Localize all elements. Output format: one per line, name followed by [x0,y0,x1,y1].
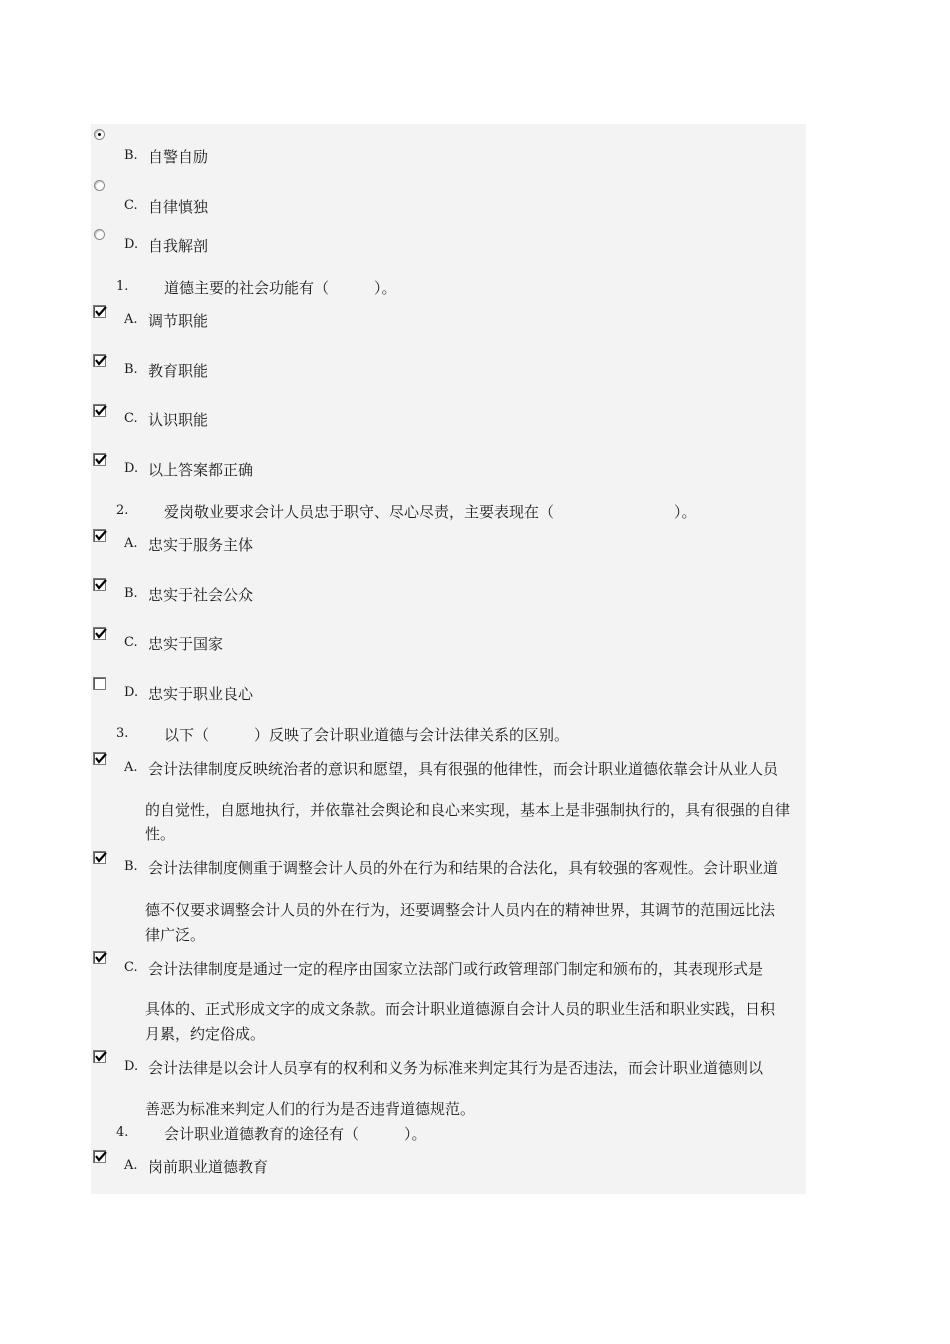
option-text: 岗前职业道德教育 [148,1158,269,1176]
option-letter: C. [124,411,138,426]
radio-selected-dot [98,133,101,136]
question-number: 1. [116,279,129,294]
checkbox-q3-d[interactable] [93,1050,106,1063]
checkbox-q1-b[interactable] [93,354,106,367]
question-text: 爱岗敬业要求会计人员忠于职守、尽心尽责，主要表现在（ ）。 [164,503,697,521]
option-letter: D. [124,1059,139,1074]
question-text: 道德主要的社会功能有（ ）。 [164,279,397,297]
question-number: 4. [116,1125,129,1140]
option-text-line: 会计法律制度侧重于调整会计人员的外在行为和结果的合法化，具有较强的客观性。会计职业道 [148,859,779,877]
option-text-line: 律广泛。 [145,926,206,944]
option-text: 忠实于社会公众 [148,586,254,604]
check-icon [93,527,109,543]
option-text: 教育职能 [148,362,209,380]
option-text-line: 会计法律制度反映统治者的意识和愿望，具有很强的他律性，而会计职业道德依靠会计从业人员 [148,760,779,778]
option-letter: A. [124,312,138,327]
checkbox-q2-c[interactable] [93,627,106,640]
option-text: 忠实于职业良心 [148,685,254,703]
option-text-line: 德不仅要求调整会计人员的外在行为，还要调整会计人员内在的精神世界，其调节的范围远比法 [145,901,776,919]
option-text-line: 月累，约定俗成。 [145,1025,266,1043]
check-icon [93,1048,109,1064]
option-text: 忠实于服务主体 [148,536,254,554]
option-text: 调节职能 [148,312,209,330]
check-icon [93,352,109,368]
option-letter: B. [124,586,138,601]
option-text: 自律慎独 [148,198,209,216]
check-icon [93,1148,109,1164]
option-text-line: 会计法律制度是通过一定的程序由国家立法部门或行政管理部门制定和颁布的，其表现形式是 [148,960,764,978]
option-text: 自我解剖 [148,237,209,255]
checkbox-q3-c[interactable] [93,951,106,964]
checkbox-q1-a[interactable] [93,305,106,318]
option-letter: B. [124,859,138,874]
radio-q0-c[interactable] [94,180,105,191]
option-text: 忠实于国家 [148,635,224,653]
check-icon [93,451,109,467]
check-icon [93,402,109,418]
checkbox-q2-b[interactable] [93,578,106,591]
check-icon [93,849,109,865]
option-letter: B. [124,362,138,377]
option-letter: D. [124,461,139,476]
question-number: 2. [116,503,129,518]
question-number: 3. [116,726,129,741]
check-icon [93,750,109,766]
option-text-line: 善恶为标准来判定人们的行为是否违背道德规范。 [145,1100,476,1118]
checkbox-q2-d[interactable] [93,677,106,690]
option-letter: C. [124,198,138,213]
option-text-line: 的自觉性，自愿地执行，并依靠社会舆论和良心来实现，基本上是非强制执行的，具有很强的自律 [145,801,791,819]
check-icon [93,949,109,965]
option-text: 自警自励 [148,148,209,166]
option-text: 以上答案都正确 [148,461,254,479]
option-letter: A. [124,1158,138,1173]
option-letter: B. [124,148,138,163]
option-text-line: 会计法律是以会计人员享有的权利和义务为标准来判定其行为是否违法，而会计职业道德则以 [148,1059,764,1077]
radio-q0-d[interactable] [94,229,105,240]
option-letter: D. [124,237,139,252]
option-letter: C. [124,635,138,650]
checkbox-q1-c[interactable] [93,404,106,417]
checkbox-q1-d[interactable] [93,453,106,466]
option-letter: C. [124,960,138,975]
check-icon [93,576,109,592]
option-letter: A. [124,760,138,775]
option-text-line: 性。 [145,825,176,843]
question-text: 会计职业道德教育的途径有（ ）。 [164,1125,427,1143]
radio-q0-b[interactable] [94,129,105,140]
checkbox-q2-a[interactable] [93,529,106,542]
checkbox-q3-b[interactable] [93,851,106,864]
option-text: 认识职能 [148,411,209,429]
checkbox-q4-a[interactable] [93,1150,106,1163]
question-text: 以下（ ）反映了会计职业道德与会计法律关系的区别。 [164,726,570,744]
checkbox-q3-a[interactable] [93,752,106,765]
check-icon [93,303,109,319]
option-letter: D. [124,685,139,700]
option-text-line: 具体的、正式形成文字的成文条款。而会计职业道德源自会计人员的职业生活和职业实践，日积 [145,1000,776,1018]
option-letter: A. [124,536,138,551]
check-icon [93,625,109,641]
